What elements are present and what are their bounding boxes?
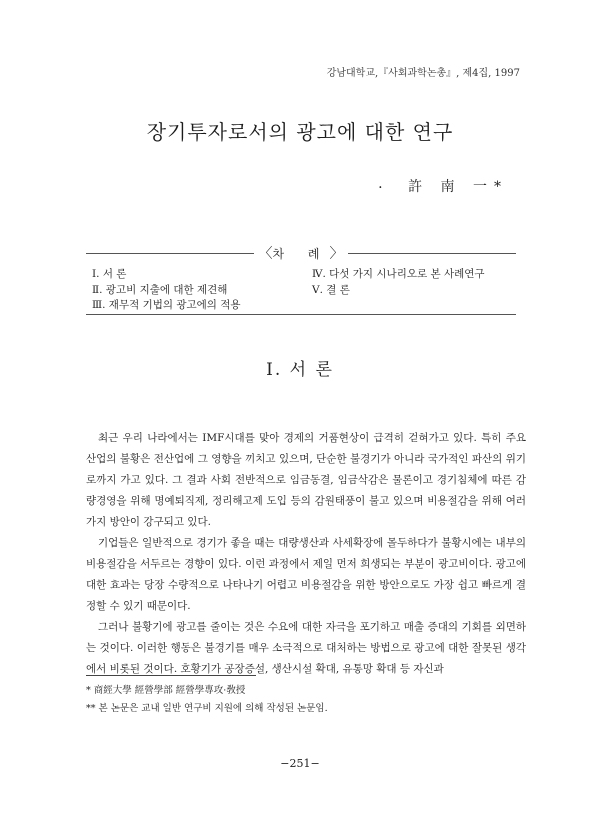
- footnote: ** 본 논문은 교내 일반 연구비 지원에 의해 작성된 논문임.: [86, 703, 328, 714]
- page-number: −251−: [280, 757, 320, 770]
- author-block: [378, 176, 508, 196]
- toc-item: Ⅱ. 광고비 지출에 대한 제견해: [92, 283, 228, 296]
- body-text: [86, 428, 526, 680]
- toc-item: Ⅰ. 서 론: [92, 268, 127, 280]
- author-mark: .: [378, 176, 383, 192]
- toc-rule-left: [86, 253, 254, 254]
- toc-bracket-left: 〈: [258, 246, 273, 262]
- toc-column-right: [312, 267, 485, 298]
- author-name: 許 南 一*: [408, 179, 508, 195]
- table-of-contents: [86, 243, 516, 315]
- toc-heading-wrap: [258, 243, 344, 263]
- paragraph: 기업들은 일반적으로 경기가 좋을 때는 대량생산과 사세확장에 몰두하다가 불황시에는 내부의 비용절감을 서두르는 경향이 있다. 이런 과정에서 제일 먼저 희생되는 부분이 광고비이다. 광고에 대한 효과는 당장 수량적으로 나타나기 어렵고 비용절감을 위한 방안으로도 가장 쉽고 빠르게 결정할 수 있기 때문이다.: [86, 537, 526, 612]
- paragraph: 최근 우리 나라에서는 IMF시대를 맞아 경제의 거품현상이 급격히 걷혀가고 있다. 특히 주요 산업의 불황은 전산업에 그 영향을 끼치고 있으며, 단순한 불경기가 아니라 국가적인 파산의 위기로까지 가고 있다. 그 결과 사회 전반적으로 임금동결, 임금삭감은 물론이고 경기침체에 따른 감량경영을 위해 명예퇴직제, 정리해고제 도입 등의 감원태풍이 불고 있으며 비용절감을 위해 여러가지 방안이 강구되고 있다.: [86, 432, 526, 528]
- section-heading: Ⅰ. 서 론: [266, 360, 334, 380]
- toc-heading: 차 례: [272, 247, 330, 261]
- toc-item: Ⅳ. 다섯 가지 시나리오로 본 사례연구: [312, 268, 485, 280]
- toc-rule-right: [348, 253, 516, 254]
- toc-rule-bottom: [86, 314, 516, 315]
- footnotes: [86, 682, 328, 718]
- toc-item: Ⅴ. 결 론: [312, 283, 350, 296]
- paragraph: 그러나 불황기에 광고를 줄이는 것은 수요에 대한 자극을 포기하고 매출 증대의 기회를 외면하는 것이다. 이러한 행동은 불경기를 매우 소극적으로 대처하는 방법으로 광고에 대한 잘못된 생각에서 비롯된 것이다. 호황기가 공장증설, 생산시설 확대, 유통망 확대 등 자신과: [86, 621, 526, 675]
- footnote: * 商經大學 經營學部 經營學專攻·敎授: [86, 685, 246, 696]
- journal-citation: 강남대학교,『사회과학논총』, 제4집, 1997: [326, 68, 520, 79]
- toc-item: Ⅲ. 재무적 기법의 광고에의 적용: [92, 299, 241, 311]
- footnote-rule: [86, 675, 256, 676]
- toc-column-left: [92, 267, 241, 314]
- toc-bracket-right: 〉: [329, 246, 344, 262]
- paper-title: 장기투자로서의 광고에 대한 연구: [146, 120, 454, 144]
